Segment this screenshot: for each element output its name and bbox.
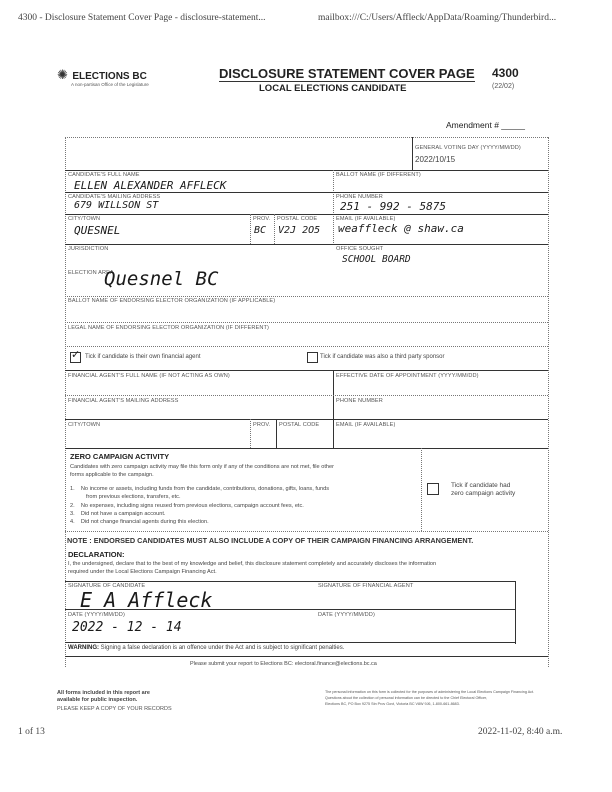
address-field[interactable]: 679 WILLSON ST	[74, 200, 159, 211]
declaration-text-1: I, the undersigned, declare that to the best of my knowledge and belief, this disclosure statement completely and accurately discloses the information	[68, 561, 437, 567]
zero-condition-2: No expenses, including signs reused from previous elections, campaign account fees, etc.	[80, 503, 304, 509]
footer-right-1: The personal information on this form is collected for the purposes of administering the Local Elections Campaign Financing Act.	[325, 690, 535, 694]
postal-label: POSTAL CODE	[277, 216, 318, 222]
election-area-label: ELECTION AREA	[68, 270, 114, 276]
zero-intro-2: forms applicable to the campaign.	[70, 472, 154, 478]
zero-condition-1-cont: from previous elections, transfers, etc.	[86, 494, 181, 500]
amendment-number: Amendment # _____	[446, 120, 525, 130]
footer-right-2: Questions about the collection of personal information can be directed to the Chief Electoral Officer,	[325, 696, 488, 700]
browser-url: mailbox:///C:/Users/Affleck/AppData/Roaming/Thunderbird...	[318, 13, 557, 23]
zero-activity-label-1: Tick if candidate had	[451, 482, 511, 489]
footer-left-2: available for public inspection.	[57, 697, 138, 703]
zero-condition-3: Did not have a campaign account.	[80, 511, 166, 517]
candidate-date-label: DATE (YYYY/MM/DD)	[68, 612, 125, 618]
browser-title: 4300 - Disclosure Statement Cover Page - disclosure-statement...	[18, 13, 266, 23]
ballot-name-label: BALLOT NAME (IF DIFFERENT)	[336, 172, 421, 178]
candidate-date-field[interactable]: 2022 - 12 - 14	[72, 620, 182, 635]
prov-field[interactable]: BC	[254, 225, 267, 236]
form-title: DISCLOSURE STATEMENT COVER PAGE	[219, 66, 475, 81]
email-label: EMAIL (IF AVAILABLE)	[336, 216, 396, 222]
jurisdiction-label: JURISDICTION	[68, 246, 109, 252]
zero-condition-1: No income or assets, including funds from the candidate, contributions, donations, gifts, loans, funds	[80, 486, 330, 492]
endorsing-legal-label: LEGAL NAME OF ENDORSING ELECTOR ORGANIZATION (IF DIFFERENT)	[68, 325, 269, 331]
candidate-signature[interactable]: E A Affleck	[80, 588, 213, 612]
office-label: OFFICE SOUGHT	[336, 246, 384, 252]
print-timestamp: 2022-11-02, 8:40 a.m.	[478, 727, 563, 737]
footer-right-3: Elections BC, PO Box 9275 Stn Prov Govt, Victoria BC V8W 9J6, 1-800-661-8683.	[325, 702, 460, 706]
third-party-checkbox[interactable]	[307, 352, 318, 363]
voting-day-label: GENERAL VOTING DAY (YYYY/MM/DD)	[415, 145, 521, 151]
phone-field[interactable]: 251 - 992 - 5875	[340, 200, 446, 213]
warning-label: WARNING:	[68, 645, 99, 651]
city-label: CITY/TOWN	[68, 216, 101, 222]
fa-phone-label: PHONE NUMBER	[336, 398, 383, 404]
fa-postal-label: POSTAL CODE	[279, 422, 320, 428]
city-field[interactable]: QUESNEL	[74, 224, 121, 237]
office-field[interactable]: SCHOOL BOARD	[342, 254, 411, 265]
fa-date-label: EFFECTIVE DATE OF APPOINTMENT (YYYY/MM/DD)	[336, 373, 479, 379]
zero-activity-title: ZERO CAMPAIGN ACTIVITY	[70, 452, 170, 461]
fa-city-label: CITY/TOWN	[68, 422, 101, 428]
voting-day-value: 2022/10/15	[415, 155, 456, 164]
form-number: 4300	[492, 66, 519, 80]
address-label: CANDIDATE'S MAILING ADDRESS	[68, 194, 161, 200]
fa-email-label: EMAIL (IF AVAILABLE)	[336, 422, 396, 428]
submit-instruction: Please submit your report to Elections BC: electoral.finance@elections.bc.ca	[190, 661, 377, 667]
footer-left-1: All forms included in this report are	[57, 690, 150, 696]
zero-activity-label-2: zero campaign activity	[451, 490, 516, 497]
endorsed-note: NOTE : ENDORSED CANDIDATES MUST ALSO INCLUDE A COPY OF THEIR CAMPAIGN FINANCING ARRANGEMENT.	[67, 536, 474, 545]
zero-condition-4: Did not change financial agents during this election.	[80, 519, 209, 525]
elections-bc-logo: ✺ ELECTIONS BC A non-partisan Office of the Legislature	[57, 67, 149, 87]
warning-text: Signing a false declaration is an offence under the Act and is subject to significant penalties.	[100, 645, 345, 651]
fa-address-label: FINANCIAL AGENT'S MAILING ADDRESS	[68, 398, 179, 404]
page-number: 1 of 13	[18, 727, 45, 737]
email-field[interactable]: weaffleck @ shaw.ca	[338, 222, 464, 235]
agent-signature-label: SIGNATURE OF FINANCIAL AGENT	[318, 583, 414, 589]
fa-name-label: FINANCIAL AGENT'S FULL NAME (IF NOT ACTING AS OWN)	[68, 373, 230, 379]
postal-field[interactable]: V2J 2O5	[278, 225, 321, 236]
phone-label: PHONE NUMBER	[336, 194, 383, 200]
zero-intro-1: Candidates with zero campaign activity may file this form only if any of the conditions are not met, file other	[70, 464, 334, 470]
fa-prov-label: PROV.	[253, 422, 271, 428]
footer-left-3: PLEASE KEEP A COPY OF YOUR RECORDS	[57, 706, 172, 712]
endorsing-ballot-label: BALLOT NAME OF ENDORSING ELECTOR ORGANIZATION (IF APPLICABLE)	[68, 298, 276, 304]
own-agent-checkbox[interactable]	[70, 349, 81, 363]
zero-activity-checkbox[interactable]	[427, 483, 439, 495]
form-subtitle: LOCAL ELECTIONS CANDIDATE	[259, 83, 407, 94]
declaration-text-2: required under the Local Elections Campaign Financing Act.	[68, 569, 217, 575]
agent-date-label: DATE (YYYY/MM/DD)	[318, 612, 375, 618]
full-name-field[interactable]: ELLEN ALEXANDER AFFLECK	[74, 179, 227, 192]
declaration-title: DECLARATION:	[68, 550, 125, 559]
checkmark-icon: ✓	[71, 349, 81, 361]
prov-label: PROV.	[253, 216, 271, 222]
candidate-signature-label: SIGNATURE OF CANDIDATE	[68, 583, 146, 589]
election-area-field[interactable]: Quesnel BC	[104, 268, 219, 290]
form-version: (22/02)	[492, 83, 515, 90]
full-name-label: CANDIDATE'S FULL NAME	[68, 172, 140, 178]
logo-burst-icon: ✺	[57, 67, 68, 82]
third-party-label: Tick if candidate was also a third party sponsor	[320, 354, 445, 360]
own-agent-label: Tick if candidate is their own financial agent	[85, 354, 201, 360]
